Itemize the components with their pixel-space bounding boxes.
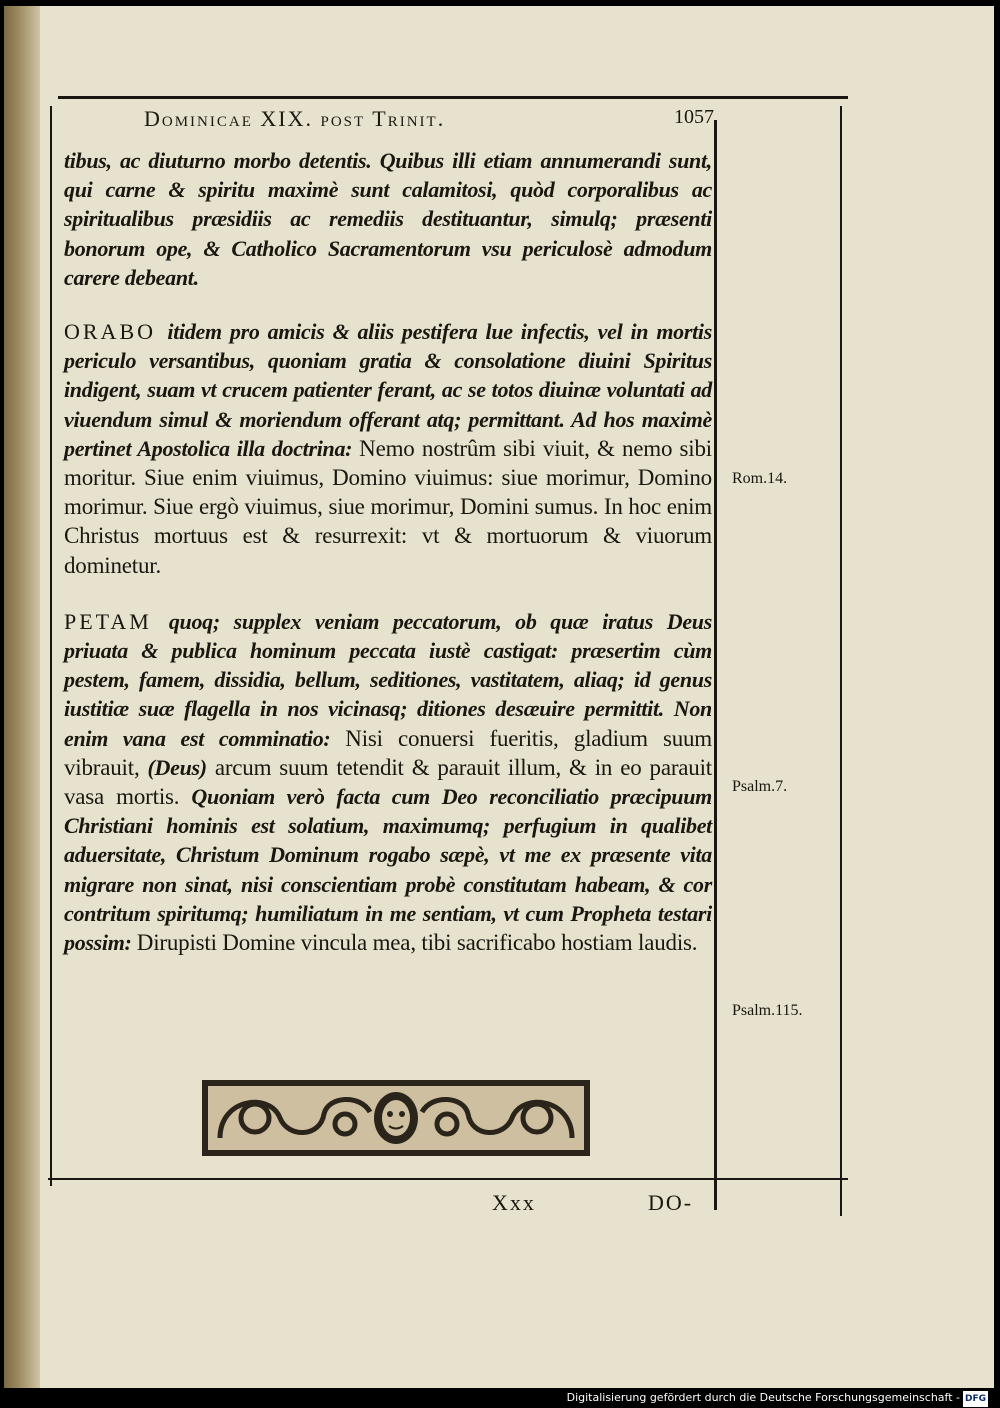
body-text xyxy=(64,146,712,957)
roman-text: Nisi conuersi fueritis, gladium suum vibrauit, xyxy=(64,725,712,780)
margin-rule-vertical xyxy=(714,120,717,1210)
paragraph xyxy=(64,146,712,292)
margin-note-psalm7: Psalm.7. xyxy=(732,778,788,795)
text-rule-left xyxy=(50,106,52,1186)
footer-rule xyxy=(48,1178,848,1180)
digitization-credit xyxy=(567,1390,988,1406)
paragraph xyxy=(64,607,712,957)
italic-text: itidem pro amicis & aliis pestifera lue infectis, vel in mortis periculo versantibus, quoniam gratia & consolatione diuini Spiritus indigent, suam vt crucem patienter ferant, ac se totos diuinæ voluntati ad viuendum simul & moriendum offerant atq; permittant. Ad hos maximè pertinet Apostolica illa doctrina: xyxy=(64,319,712,461)
credit-text: Digitalisierung gefördert durch die Deutsche Forschungsgemeinschaft - xyxy=(566,1391,960,1404)
italic-text: (Deus) xyxy=(147,754,207,780)
roman-text: Nemo nostrûm sibi viuit, & nemo sibi moritur. Siue enim viuimus, Domino viuimus: siue morimur, Domino morimur. Siue ergò viuimus, siue morimur, Domini sumus. In hoc enim Christus mortuus est & resurrexit: vt & mortuorum & viuorum dominetur. xyxy=(64,435,712,578)
page-number: 1057 xyxy=(674,106,714,128)
outer-rule-vertical xyxy=(840,106,842,1216)
ornament-tailpiece xyxy=(200,1078,592,1158)
book-spine xyxy=(4,6,40,1388)
running-title: Dominicae XIX. post Trinit. xyxy=(144,106,446,131)
small-caps-text: PETAM xyxy=(64,608,169,634)
header-rule-top xyxy=(58,96,848,99)
italic-text: quoq; supplex veniam peccatorum, ob quæ iratus Deus priuata & publica hominum peccata iustè castigat: præsertim cùm pestem, famem, dissidia, bellum, seditiones, vastitatem, aliaq; id genus iustitiæ suæ flagella in nos vicinasq; ditiones desæuire permittit. Non enim vana est comminatio: xyxy=(64,608,712,751)
italic-text: Quoniam verò facta cum Deo reconciliatio præcipuum Christiani hominis est solatium, maximumq; perfugium in qualibet aduersitate, Christum Dominum rogabo sæpè, vt me ex præsente vita migrare non sinat, nisi conscientiam probè constitutam habeam, & cor contritum spiritumq; humiliatum in me sentiam, vt cum Propheta testari possim: xyxy=(64,784,712,956)
italic-text: tibus, ac diuturno morbo detentis. Quibus illi etiam annumerandi sunt, qui carne & spiritu maximè sunt calamitosi, quòd corporalibus ac spiritualibus præsidiis ac remediis destituantur, simulq; præsenti bonorum ope, & Catholico Sacramentorum vsu periculosè admodum carere debeant. xyxy=(64,148,712,290)
roman-text: arcum suum tetendit & parauit illum, & in eo parauit vasa mortis. xyxy=(64,754,712,810)
margin-note-psalm115: Psalm.115. xyxy=(732,1002,803,1019)
signature-mark: Xxx xyxy=(492,1190,536,1215)
book-page xyxy=(4,6,994,1388)
dfg-logo: DFG xyxy=(963,1391,988,1407)
small-caps-text: ORABO xyxy=(64,319,168,345)
margin-note-rom: Rom.14. xyxy=(732,470,788,487)
roman-text: Dirupisti Domine vincula mea, tibi sacrificabo hostiam laudis. xyxy=(136,930,698,956)
running-header xyxy=(144,106,714,136)
paragraph xyxy=(64,317,712,580)
catchword: DO- xyxy=(648,1190,694,1215)
